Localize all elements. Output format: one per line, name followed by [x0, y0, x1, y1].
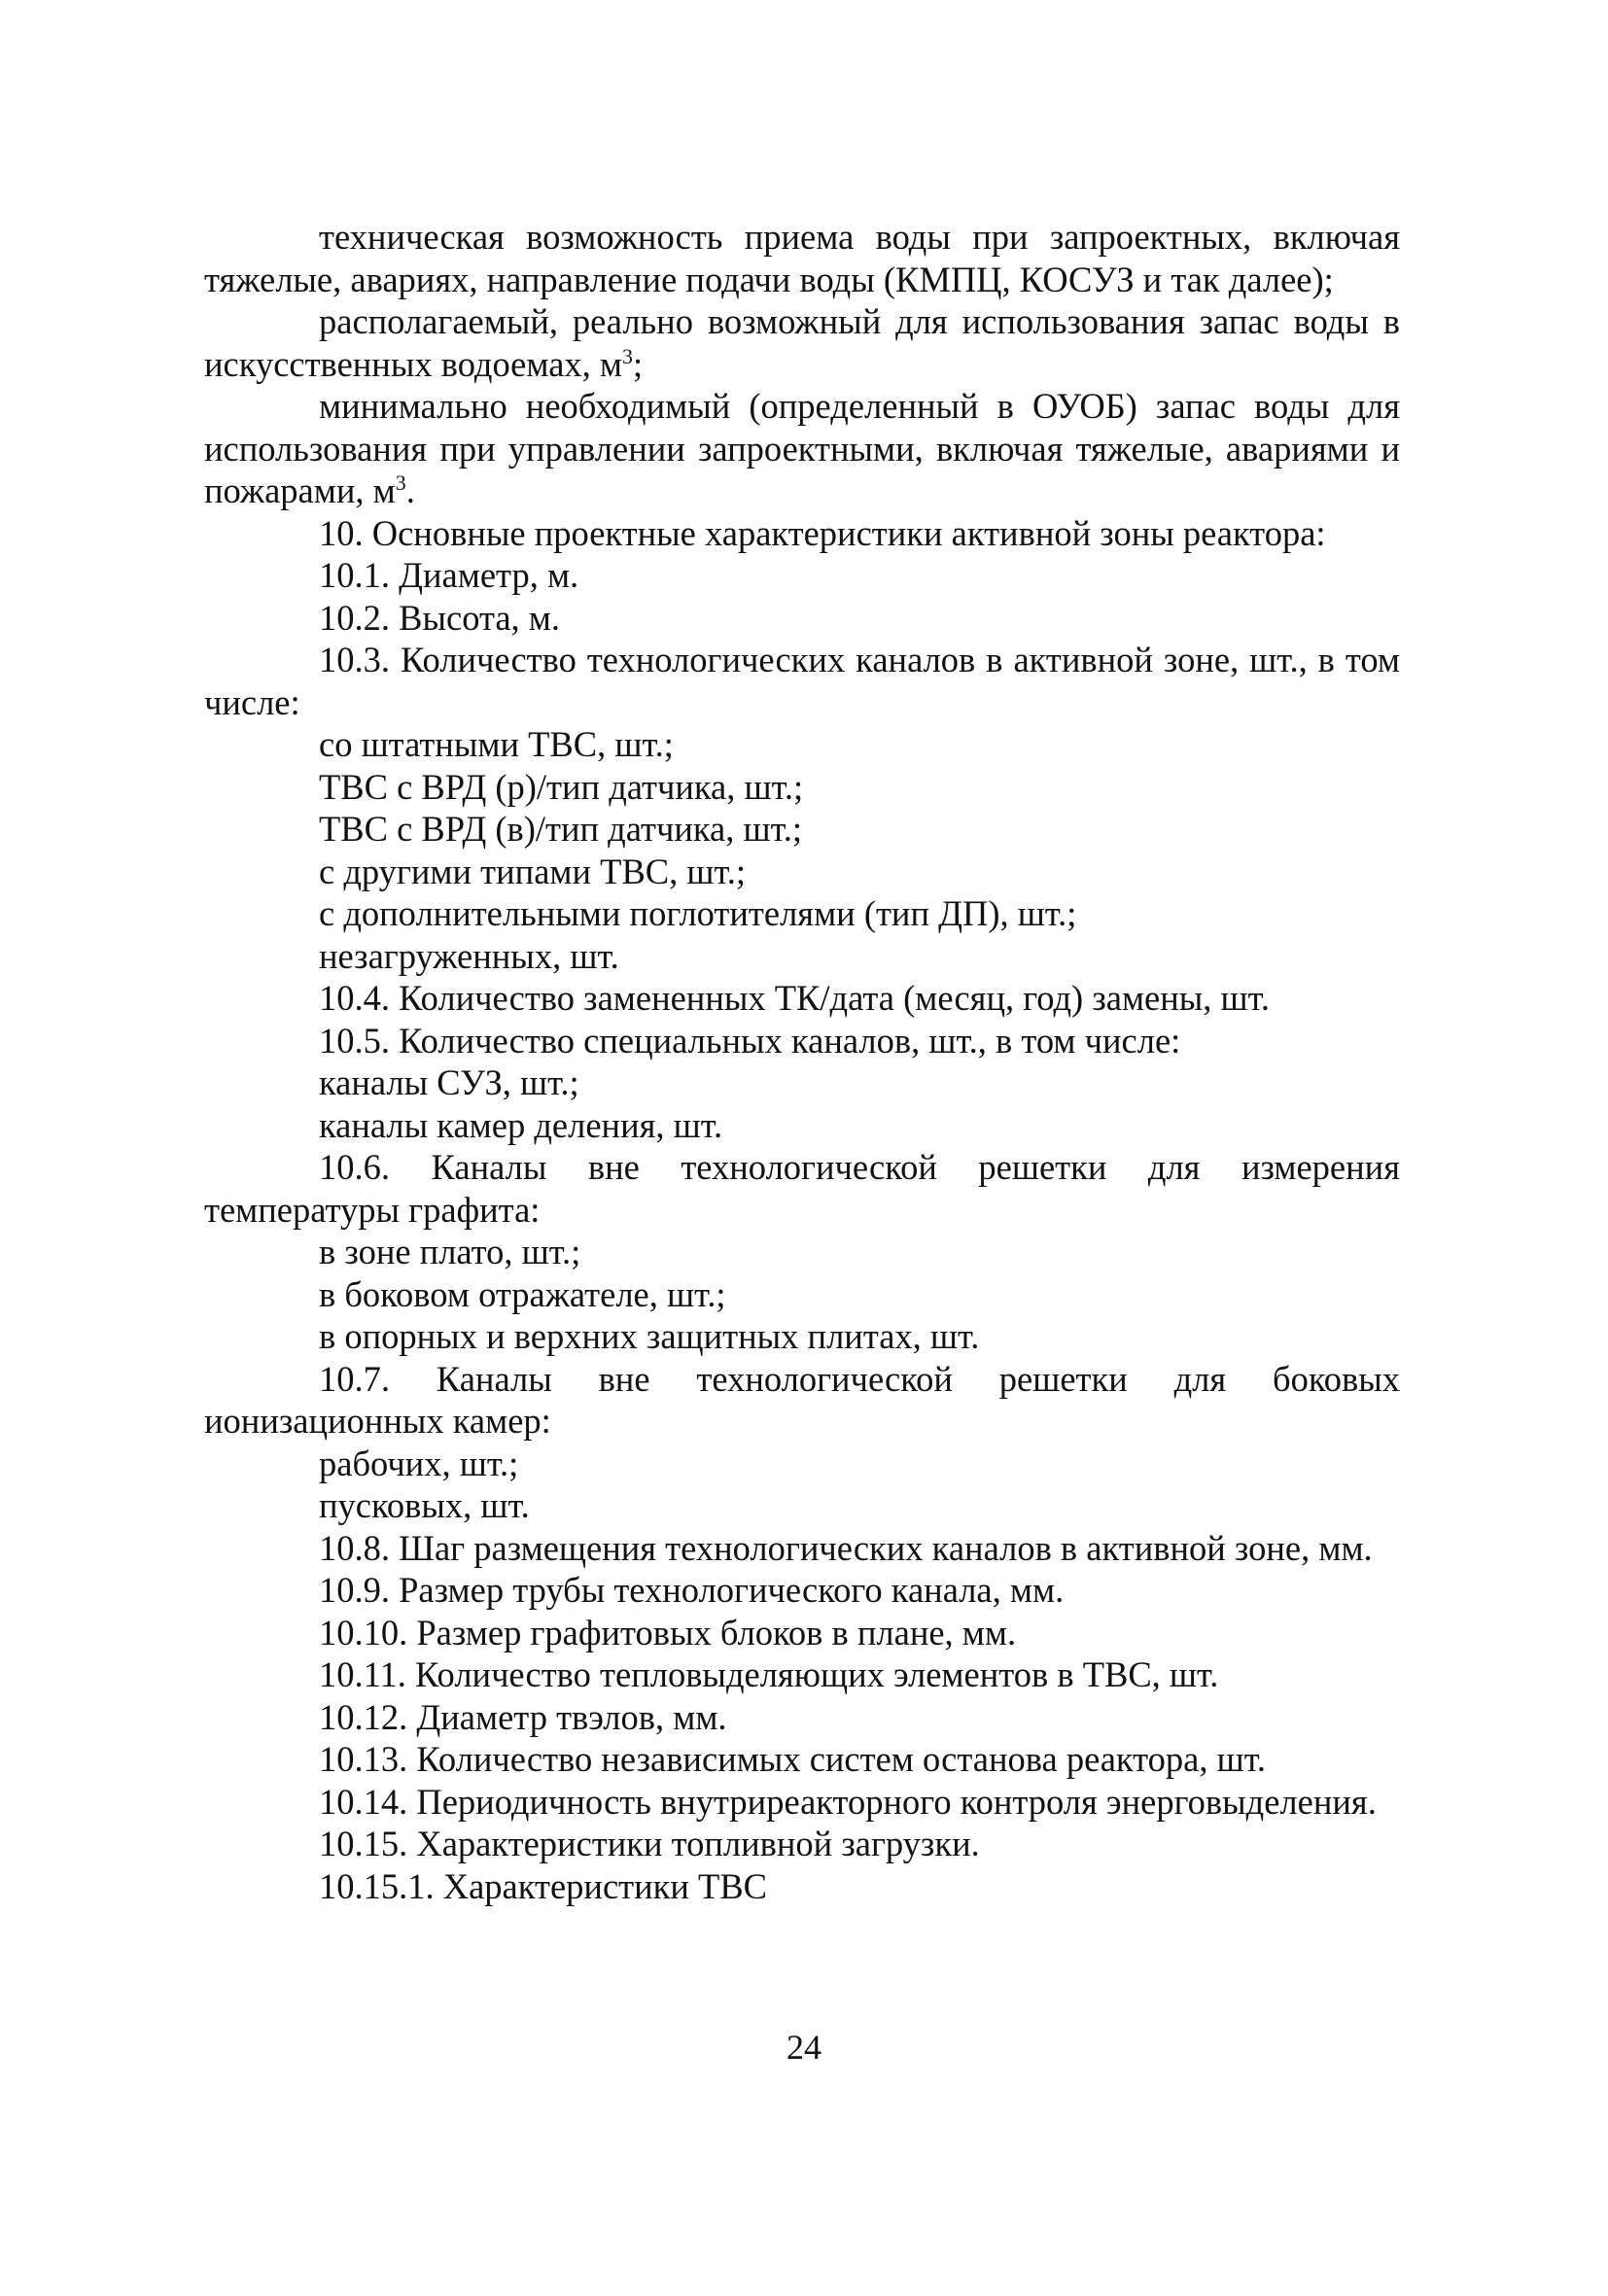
paragraph-text: в зоне плато, шт.;: [319, 1232, 581, 1271]
paragraph-text: 10.4. Количество замененных ТК/дата (месяц, год) замены, шт.: [319, 978, 1270, 1018]
paragraph-text: 10.11. Количество тепловыделяющих элементов в ТВС, шт.: [319, 1654, 1219, 1694]
paragraph-text: 10.14. Периодичность внутриреакторного контроля энерговыделения.: [319, 1781, 1377, 1822]
item-10-1: [204, 554, 1400, 597]
item-10-9: [204, 1569, 1400, 1612]
body-text: [204, 216, 1400, 1907]
paragraph-text: незагруженных, шт.: [319, 935, 619, 976]
paragraph-text: 10.15. Характеристики топливной загрузки.: [319, 1824, 980, 1863]
sub-item: [204, 1061, 1400, 1104]
paragraph-text: 10.10. Размер графитовых блоков в плане, мм.: [319, 1612, 1017, 1652]
item-10-13: [204, 1738, 1400, 1781]
sub-item: [204, 1443, 1400, 1485]
paragraph-text: минимально необходимый (определенный в ОУОБ) запас воды для использования при управлении запроектными, включая тяжелые, авариями и пожарами, м: [204, 386, 1400, 510]
paragraph-text: ТВС с ВРД (р)/тип датчика, шт.;: [319, 766, 804, 807]
item-10-11: [204, 1653, 1400, 1696]
paragraph-text: 10.1. Диаметр, м.: [319, 555, 579, 595]
paragraph-suffix: ;: [633, 343, 644, 384]
paragraph-text: 10.8. Шаг размещения технологических каналов в активной зоне, мм.: [319, 1527, 1373, 1568]
item-10-15: [204, 1823, 1400, 1865]
sub-item: [204, 851, 1400, 893]
paragraph-water-reserve: [204, 300, 1400, 385]
superscript: 3: [395, 470, 406, 495]
item-10-12: [204, 1696, 1400, 1739]
superscript: 3: [622, 343, 633, 368]
item-10-6: [204, 1146, 1400, 1231]
paragraph-text: техническая возможность приема воды при запроектных, включая тяжелые, авариях, направление подачи воды (КМПЦ, КОСУЗ и так далее);: [204, 217, 1400, 299]
sub-item: [204, 723, 1400, 766]
paragraph-text: с другими типами ТВС, шт.;: [319, 851, 746, 891]
paragraph-text: пусковых, шт.: [319, 1485, 530, 1525]
paragraph-text: 10.15.1. Характеристики ТВС: [319, 1865, 768, 1906]
item-10-5: [204, 1020, 1400, 1062]
item-10-4: [204, 977, 1400, 1020]
paragraph-text: рабочих, шт.;: [319, 1443, 519, 1483]
paragraph-text: 10.13. Количество независимых систем останова реактора, шт.: [319, 1739, 1267, 1779]
sub-item: [204, 1104, 1400, 1147]
paragraph-text: 10.7. Каналы вне технологической решетки для боковых ионизационных камер:: [204, 1358, 1400, 1441]
item-10-3: [204, 639, 1400, 723]
paragraph-text: 10.5. Количество специальных каналов, шт., в том числе:: [319, 1020, 1181, 1061]
paragraph-water-intake: [204, 216, 1400, 300]
sub-item: [204, 892, 1400, 935]
sub-item: [204, 808, 1400, 851]
item-10-15-1: [204, 1865, 1400, 1908]
sub-item: [204, 1273, 1400, 1316]
paragraph-text: с дополнительными поглотителями (тип ДП), шт.;: [319, 893, 1077, 933]
paragraph-text: 10.2. Высота, м.: [319, 597, 561, 638]
sub-item: [204, 1231, 1400, 1273]
paragraph-text: 10.12. Диаметр твэлов, мм.: [319, 1696, 727, 1737]
item-10-7: [204, 1358, 1400, 1443]
section-heading-10: [204, 512, 1400, 555]
paragraph-text: в опорных и верхних защитных плитах, шт.: [319, 1316, 980, 1356]
sub-item: [204, 1315, 1400, 1358]
paragraph-text: каналы СУЗ, шт.;: [319, 1062, 579, 1102]
item-10-8: [204, 1527, 1400, 1570]
paragraph-text: 10. Основные проектные характеристики активной зоны реактора:: [319, 512, 1326, 553]
paragraph-text: располагаемый, реально возможный для использования запас воды в искусственных водоемах, м: [204, 301, 1400, 384]
page-number: 24: [787, 2028, 821, 2067]
sub-item: [204, 766, 1400, 809]
paragraph-text: 10.9. Размер трубы технологического канала, мм.: [319, 1570, 1065, 1610]
paragraph-text: 10.6. Каналы вне технологической решетки для измерения температуры графита:: [204, 1147, 1400, 1230]
paragraph-suffix: .: [405, 470, 415, 510]
item-10-14: [204, 1781, 1400, 1824]
item-10-2: [204, 597, 1400, 640]
paragraph-text: 10.3. Количество технологических каналов в активной зоне, шт., в том числе:: [204, 640, 1400, 722]
paragraph-text: каналы камер деления, шт.: [319, 1104, 723, 1145]
paragraph-text: в боковом отражателе, шт.;: [319, 1273, 726, 1314]
paragraph-text: со штатными ТВС, шт.;: [319, 724, 674, 764]
item-10-10: [204, 1612, 1400, 1654]
paragraph-min-water: [204, 385, 1400, 512]
sub-item: [204, 1484, 1400, 1527]
sub-item: [204, 935, 1400, 978]
paragraph-text: ТВС с ВРД (в)/тип датчика, шт.;: [319, 809, 803, 849]
